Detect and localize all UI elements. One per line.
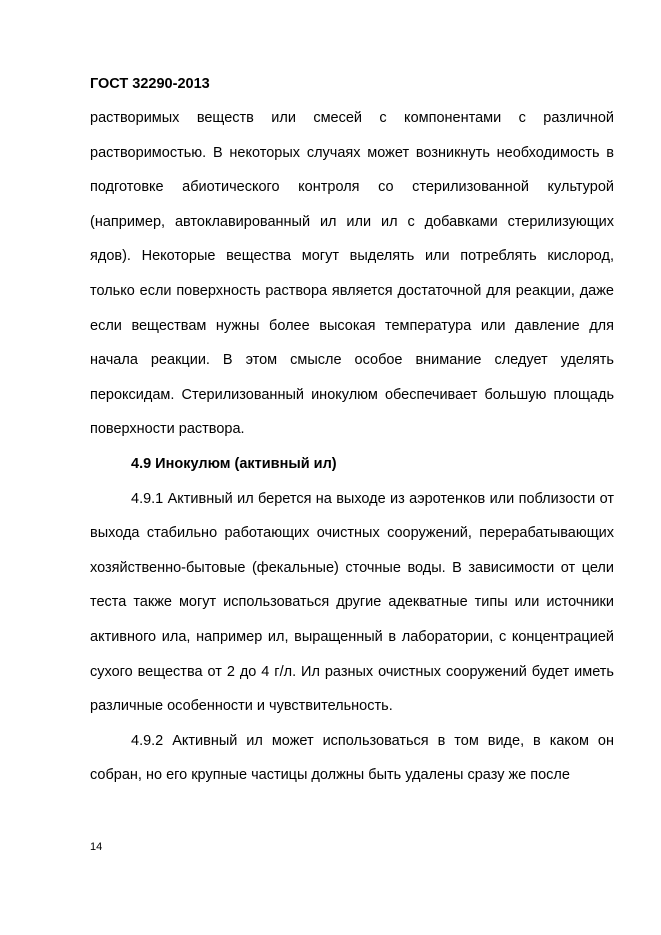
section-heading-4-9: 4.9 Инокулюм (активный ил)	[131, 455, 337, 472]
standard-header: ГОСТ 32290-2013	[90, 76, 210, 92]
paragraph-4-9-2: 4.9.2 Активный ил может использоваться в том виде, в каком он собран, но его крупные частицы должны быть удалены сразу же после	[90, 732, 614, 784]
document-body	[90, 101, 614, 793]
paragraph-4-9-1: 4.9.1 Активный ил берется на выходе из аэротенков или поблизости от выхода стабильно работающих очистных сооружений, перерабатывающих хозяйственно-бытовые (фекальные) сточные воды. В зависимости от цели теста также могут использоваться другие адекватные типы или источники активного ила, например ил, выращенный в лаборатории, с концентрацией сухого вещества от 2 до 4 г/л. Ил разных очистных сооружений будет иметь различные особенности и чувствительность.	[90, 490, 614, 715]
page-number: 14	[90, 841, 103, 853]
paragraph-continuation: растворимых веществ или смесей с компонентами с различной растворимостью. В некоторых случаях может возникнуть необходимость в подготовке абиотического контроля со стерилизованной культурой (например, автоклавированный ил или ил с добавками стерилизующих ядов). Некоторые вещества могут выделять или потреблять кислород, только если поверхность раствора является достаточной для реакции, даже если веществам нужны более высокая температура или давление для начала реакции. В этом смысле особое внимание следует уделять пероксидам. Стерилизованный инокулюм обеспечивает большую площадь поверхности раствора.	[90, 110, 614, 438]
